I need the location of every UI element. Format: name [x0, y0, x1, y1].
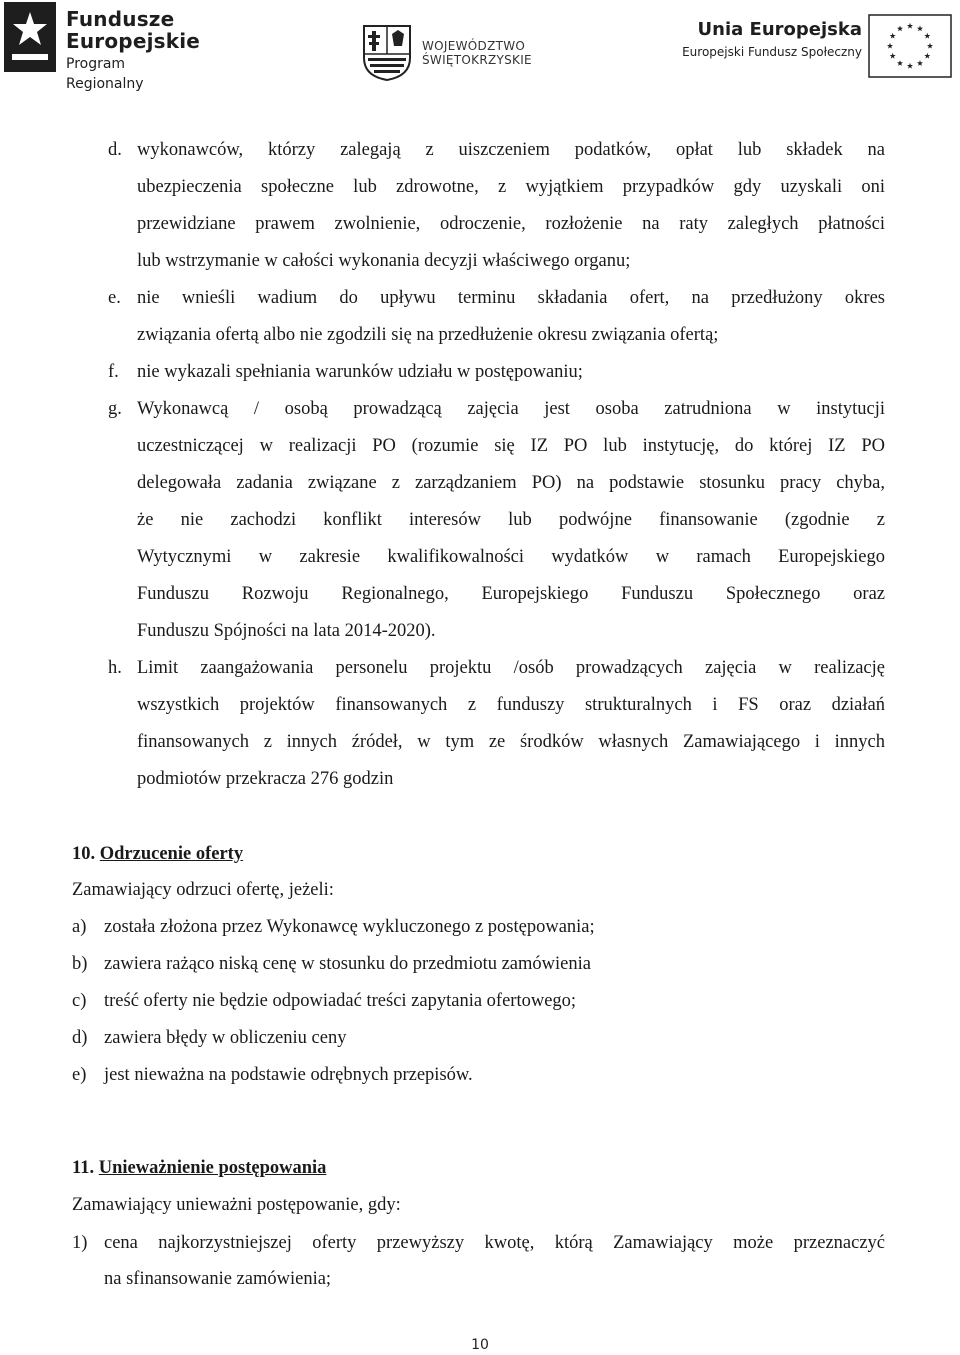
fe-logo-line3: Program Regionalny [66, 56, 144, 92]
paragraph-line: ubezpieczenia społeczne lub zdrowotne, z wyjątkiem przypadków gdy uzyskali oni [137, 177, 885, 197]
list-item: zawiera błędy w obliczeniu ceny [104, 1028, 347, 1048]
paragraph-line: nie wykazali spełniania warunków udziału w postępowaniu; [137, 362, 583, 382]
unia-europejska-logo [676, 14, 956, 82]
paragraph-line: Wytycznymi w zakresie kwalifikowalności wydatków w ramach Europejskiego [137, 547, 885, 567]
paragraph-line: związania ofertą albo nie zgodzili się na przedłużenie okresu związania ofertą; [137, 325, 719, 345]
paragraph-line: podmiotów przekracza 276 godzin [137, 769, 394, 789]
paragraph-line: Wykonawcą / osobą prowadzącą zajęcia jest osoba zatrudniona w instytucji [137, 399, 885, 419]
fe-star-icon [4, 2, 56, 72]
section-intro: Zamawiający odrzuci ofertę, jeżeli: [72, 880, 334, 900]
paragraph-line: wykonawców, którzy zalegają z uiszczeniem podatków, opłat lub składek na [137, 140, 885, 160]
list-marker: e) [72, 1065, 87, 1085]
paragraph-line: przewidziane prawem zwolnienie, odroczenie, rozłożenie na raty zaległych płatności [137, 214, 885, 234]
list-item: treść oferty nie będzie odpowiadać treści zapytania ofertowego; [104, 991, 577, 1011]
section-intro: Zamawiający unieważni postępowanie, gdy: [72, 1195, 401, 1215]
region-logo-line1: WOJEWÓDZTWO [422, 39, 526, 53]
page-number: 10 [471, 1337, 489, 1353]
region-logo-line2: ŚWIĘTOKRZYSKIE [422, 53, 532, 67]
section-number: 11. [72, 1158, 95, 1178]
list-marker: e. [108, 288, 121, 308]
section-title: Odrzucenie oferty [99, 844, 244, 864]
paragraph-line: Limit zaangażowania personelu projektu /osób prowadzących zajęcia w realizację [137, 658, 885, 678]
list-marker: f. [108, 362, 119, 382]
list-item: cena najkorzystniejszej oferty przewyższy kwotę, którą Zamawiający może przeznaczyć [104, 1233, 885, 1253]
list-marker: d) [72, 1028, 88, 1048]
paragraph-line: lub wstrzymanie w całości wykonania decyzji właściwego organu; [137, 251, 631, 271]
list-marker: d. [108, 140, 122, 160]
paragraph-line: nie wnieśli wadium do upływu terminu składania ofert, na przedłużony okres [137, 288, 885, 308]
paragraph-line: delegowała zadania związane z zarządzaniem PO) na podstawie stosunku pracy chyba, [137, 473, 885, 493]
list-marker: g. [108, 399, 122, 419]
section-heading-11 [72, 1156, 326, 1180]
eu-logo-line2: Europejski Fundusz Społeczny [682, 45, 862, 59]
list-marker: b) [72, 954, 88, 974]
list-item: na sfinansowanie zamówienia; [104, 1269, 332, 1289]
paragraph-line: Funduszu Spójności na lata 2014-2020). [137, 621, 436, 641]
fe-logo-line2: Europejskie [66, 29, 201, 53]
list-marker: c) [72, 991, 87, 1011]
wojewodztwo-swietokrzyskie-logo [362, 24, 552, 84]
list-marker: h. [108, 658, 122, 678]
paragraph-line: wszystkich projektów finansowanych z funduszy strukturalnych i FS oraz działań [137, 695, 885, 715]
paragraph-line: finansowanych z innych źródeł, w tym ze środków własnych Zamawiającego i innych [137, 732, 885, 752]
paragraph-line: Funduszu Rozwoju Regionalnego, Europejskiego Funduszu Społecznego oraz [137, 584, 885, 604]
list-item: została złożona przez Wykonawcę wykluczonego z postępowania; [104, 917, 595, 937]
section-title: Unieważnienie postępowania [98, 1158, 327, 1178]
fe-logo-line1: Fundusze [66, 7, 175, 31]
paragraph-line: że nie zachodzi konflikt interesów lub podwójne finansowanie (zgodnie z [137, 510, 885, 530]
list-marker: 1) [72, 1233, 88, 1253]
paragraph-line: uczestniczącej w realizacji PO (rozumie się IZ PO lub instytucję, do której IZ PO [137, 436, 885, 456]
list-marker: a) [72, 917, 87, 937]
eu-flag-icon [868, 14, 952, 78]
fundusze-europejskie-logo [4, 2, 204, 92]
section-number: 10. [72, 844, 96, 864]
list-item: jest nieważna na podstawie odrębnych przepisów. [104, 1065, 473, 1085]
list-item: zawiera rażąco niską cenę w stosunku do przedmiotu zamówienia [104, 954, 591, 974]
crest-icon [362, 24, 412, 82]
eu-logo-line1: Unia Europejska [697, 19, 862, 40]
section-heading-10 [72, 842, 243, 866]
